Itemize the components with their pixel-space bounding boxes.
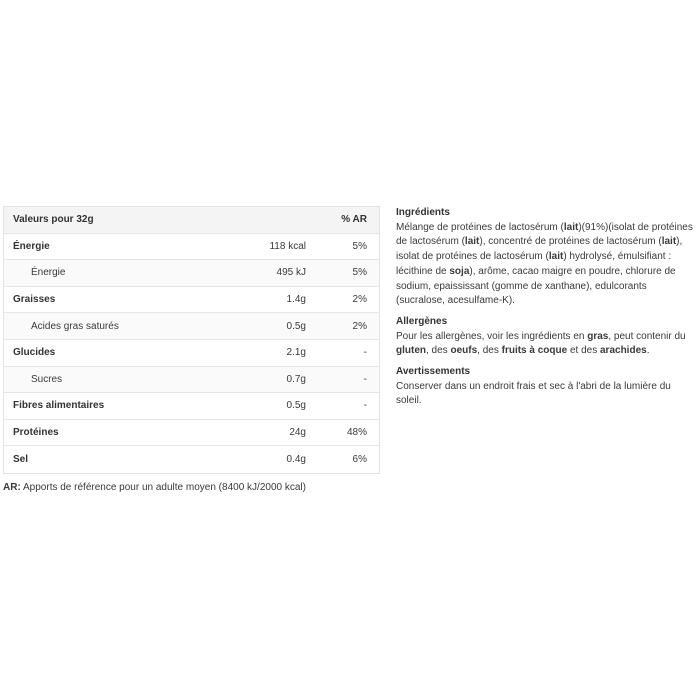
allergen-highlight: lait: [464, 236, 480, 248]
nutrient-amount: 118 kcal: [269, 240, 306, 252]
allergen-highlight: lait: [548, 251, 564, 263]
allergen-highlight: fruits à coque: [501, 345, 568, 357]
allergen-highlight: oeufs: [450, 345, 478, 357]
nutrient-name: Acides gras saturés: [31, 320, 119, 332]
text-run: , des: [477, 345, 502, 357]
table-row: [4, 260, 379, 287]
nutrient-name: Protéines: [13, 427, 59, 439]
nutrient-pct: 2%: [352, 320, 367, 332]
nutrient-pct: -: [363, 373, 367, 385]
nutrient-name: Énergie: [31, 267, 66, 279]
table-row: [4, 446, 379, 473]
nutrient-pct: 48%: [346, 427, 367, 439]
allergens-text: [396, 330, 696, 359]
allergen-highlight: gras: [587, 330, 609, 342]
table-row: [4, 234, 379, 261]
table-row: [4, 393, 379, 420]
nutrient-pct: 5%: [352, 267, 367, 279]
ingredients-section: [396, 206, 696, 309]
table-row: [4, 340, 379, 367]
text-run: Pour les allergènes, voir les ingrédients en: [396, 330, 588, 342]
table-row: [4, 287, 379, 314]
text-run: et des: [567, 345, 600, 357]
nutrient-name: Glucides: [13, 347, 56, 359]
text-run: ), concentré de protéines de lactosérum (: [479, 236, 662, 248]
nutrient-amount: 0.4g: [286, 454, 306, 466]
nutrient-pct: 2%: [352, 294, 367, 306]
nutrient-amount: 0.7g: [286, 373, 306, 385]
warnings-title: Avertissements: [396, 366, 471, 378]
text-run: ) hydrolysé, émulsifiant : lécithine de: [396, 251, 672, 277]
nutrition-table: [3, 206, 380, 474]
allergen-highlight: soja: [449, 265, 470, 277]
nutrient-name: Fibres alimentaires: [13, 400, 105, 412]
table-body: [4, 234, 379, 473]
nutrient-pct: -: [363, 400, 367, 412]
allergen-highlight: arachides: [600, 345, 647, 357]
allergens-section: [396, 315, 696, 359]
text-run: , peut contenir du: [608, 330, 686, 342]
allergen-highlight: gluten: [396, 345, 426, 357]
nutrient-pct: 6%: [352, 454, 367, 466]
ingredients-title: Ingrédients: [396, 207, 450, 218]
nutrient-amount: 495 kJ: [276, 267, 306, 279]
warnings-section: [396, 365, 696, 409]
table-header-row: [4, 207, 379, 234]
nutrient-amount: 0.5g: [286, 320, 306, 332]
text-run: .: [646, 345, 650, 357]
table-row: [4, 420, 379, 447]
nutrient-amount: 24g: [289, 427, 306, 439]
nutrient-amount: 0.5g: [286, 400, 306, 412]
allergen-highlight: lait: [661, 236, 677, 248]
ingredients-text: [396, 221, 696, 309]
nutrient-name: Énergie: [13, 240, 50, 252]
text-run: ), isolat de protéines de lactosérum (: [396, 236, 683, 263]
text-run: ), arôme, cacao maigre en poudre, chlorure de sodium, epaississant (gomme de xanthane), edulcorants (sucralose, acesulfame-K).: [396, 265, 676, 307]
header-pct: % AR: [341, 214, 367, 226]
nutrient-name: Sel: [13, 454, 29, 466]
text-run: , des: [426, 345, 451, 357]
ar-note-label: AR:: [3, 482, 21, 493]
table-row: [4, 367, 379, 394]
nutrient-name: Sucres: [31, 373, 63, 385]
nutrient-pct: -: [363, 347, 367, 359]
allergens-title: Allergènes: [396, 315, 448, 327]
product-info: [396, 206, 696, 415]
text-run: Conserver dans un endroit frais et sec à l'abri de la lumière du soleil.: [396, 380, 671, 407]
header-name: Valeurs pour 32g: [13, 214, 94, 226]
nutrient-pct: 5%: [352, 240, 367, 252]
text-run: )(91%)(isolat de protéines de lactosérum (: [396, 221, 693, 248]
nutrient-name: Graisses: [13, 294, 56, 306]
allergen-highlight: lait: [563, 221, 579, 233]
ar-note: [3, 482, 306, 493]
nutrient-amount: 2.1g: [286, 347, 306, 359]
table-row: [4, 313, 379, 340]
nutrient-amount: 1.4g: [286, 294, 306, 306]
warnings-text: [396, 380, 696, 409]
text-run: Mélange de protéines de lactosérum (: [396, 221, 564, 233]
ar-note-text: Apports de référence pour un adulte moyen (8400 kJ/2000 kcal): [20, 482, 306, 493]
